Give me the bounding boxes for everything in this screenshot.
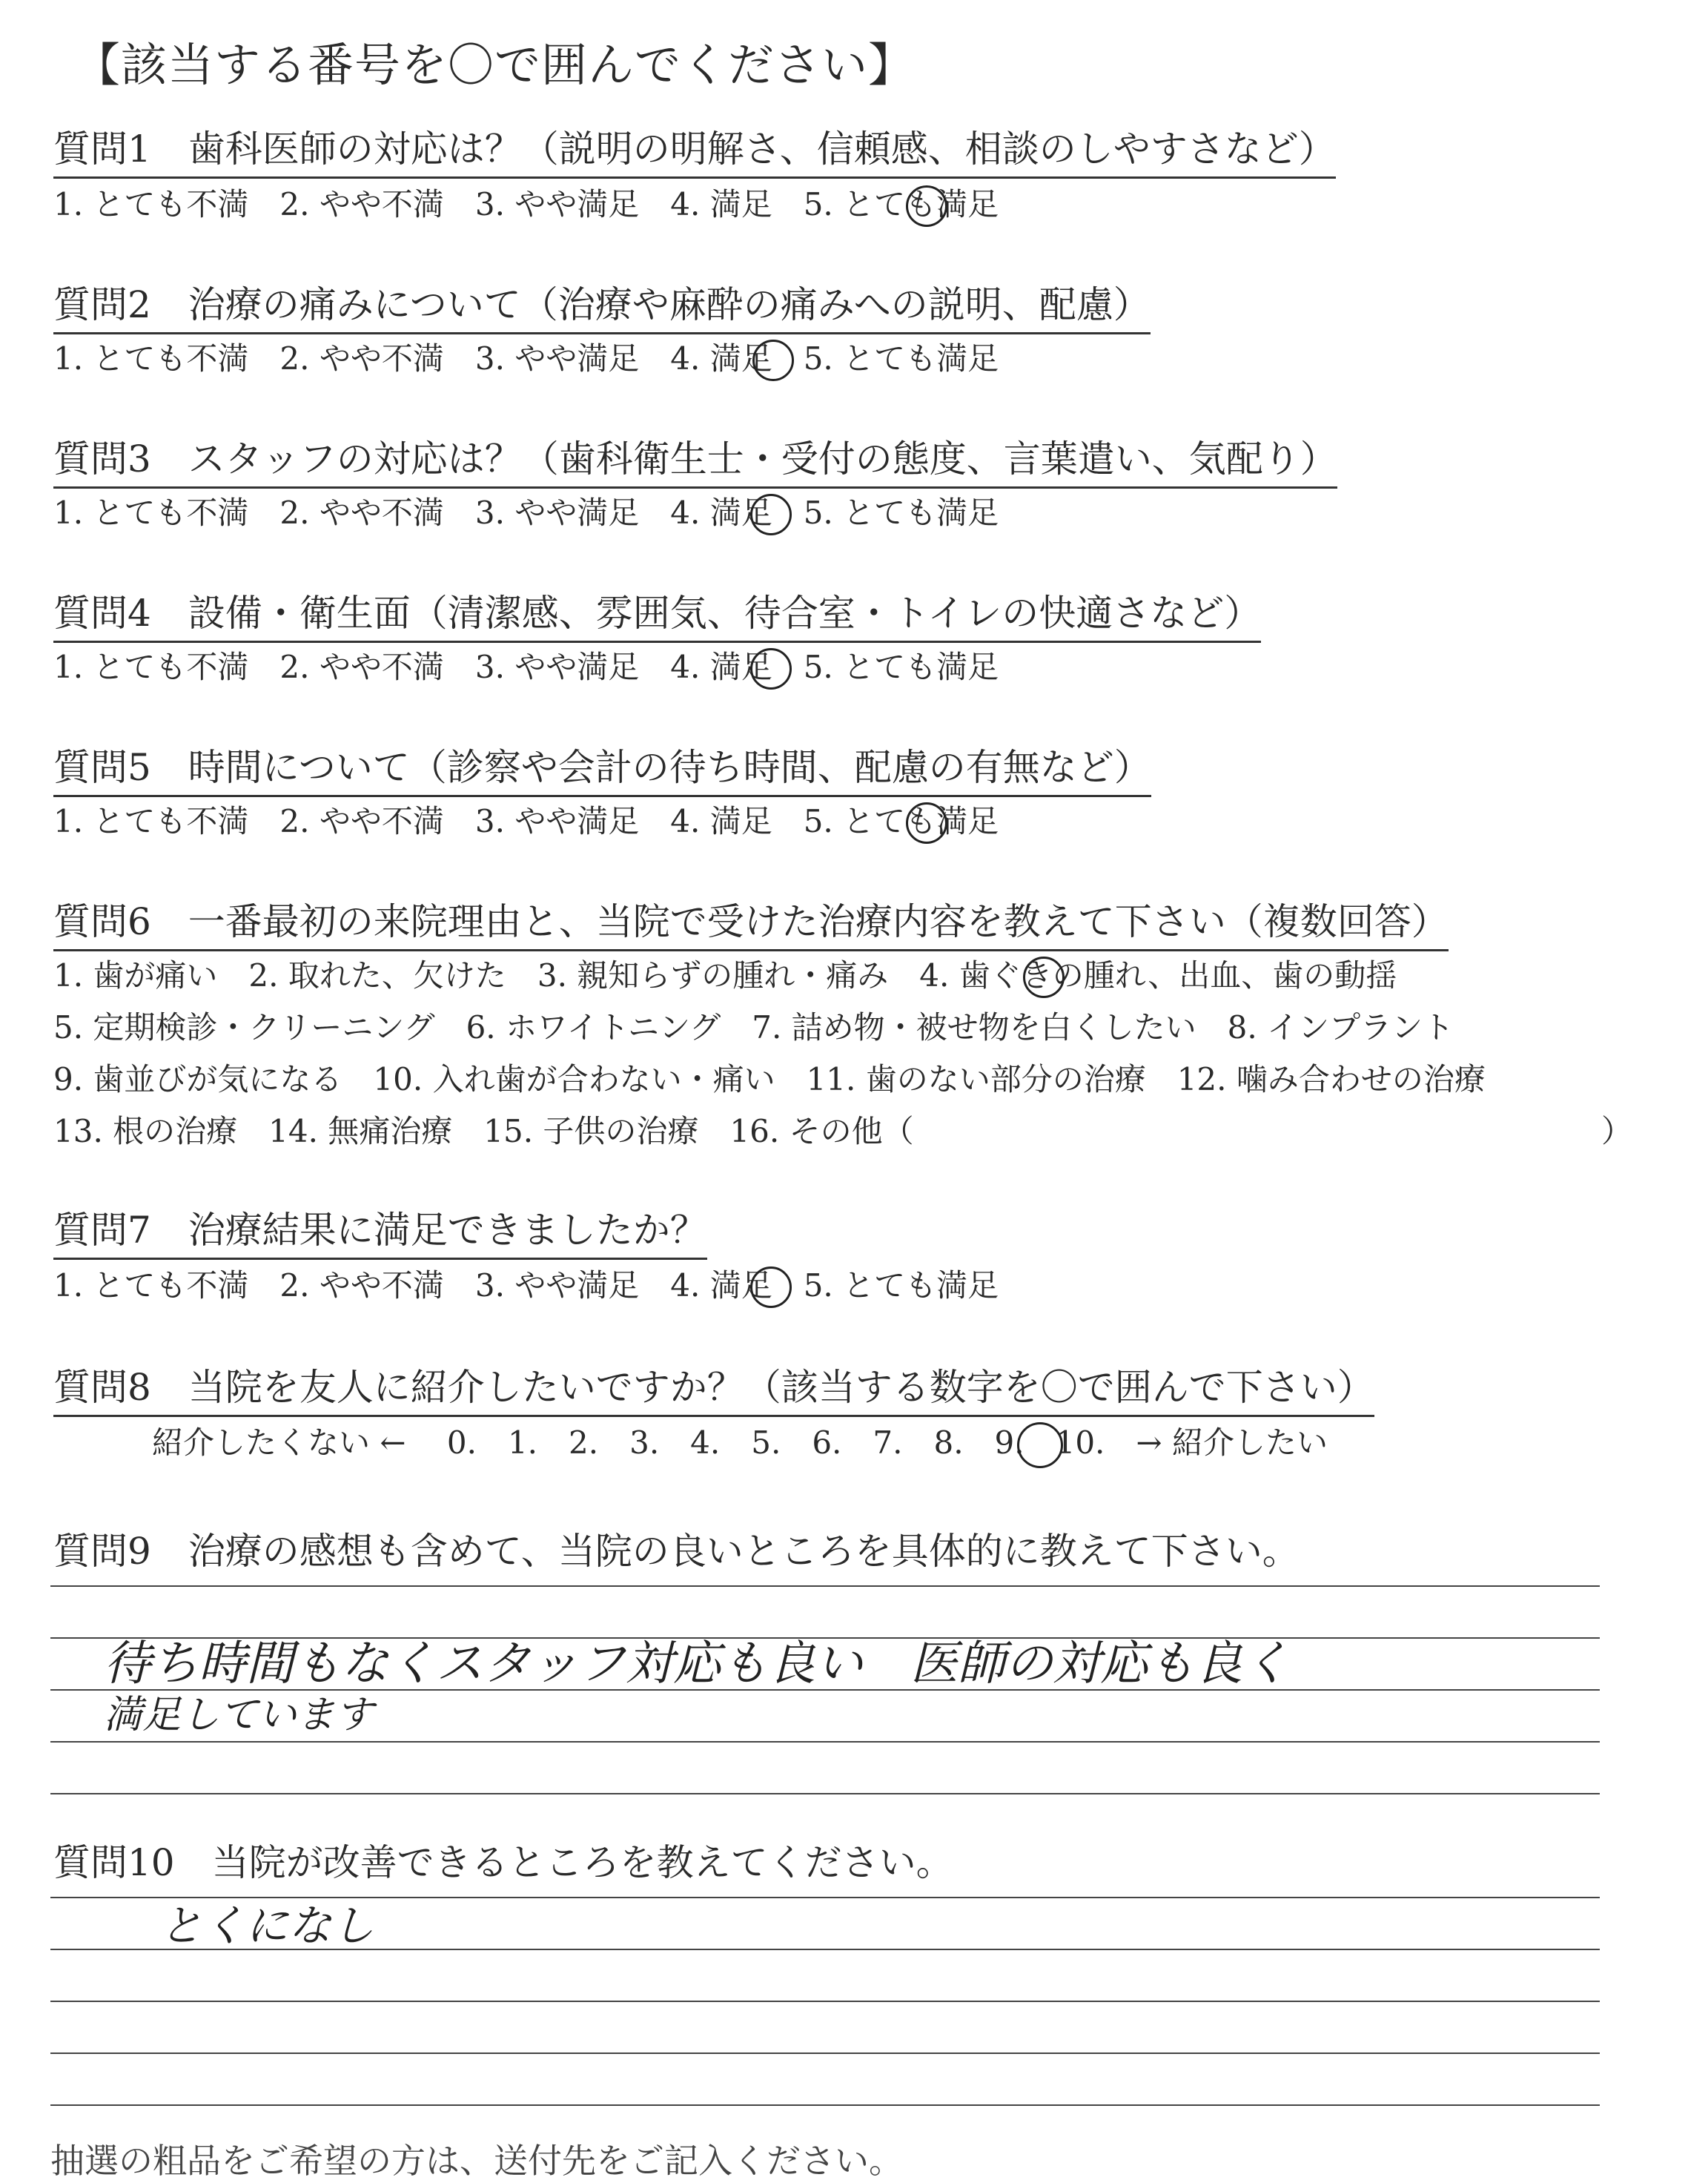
- question-6-row-1: 1. 歯が痛い 2. 取れた、欠けた 3. 親知らずの腫れ・痛み 4. 歯ぐきの腫れ、出血、歯の動揺: [53, 957, 1397, 994]
- question-6-row-4: 13. 根の治療 14. 無痛治療 15. 子供の治療 16. その他（: [53, 1113, 914, 1149]
- answer-circle-q8: [1017, 1422, 1063, 1468]
- question-2-label: 質問2 治療の痛みについて（治療や麻酔の痛みへの説明、配慮）: [53, 282, 1151, 334]
- question-3-options: 1. とても不満 2. やや不満 3. やや満足 4. 満足 5. とても満足: [53, 495, 999, 531]
- question-10-label: 質問10 当院が改善できるところを教えてください。: [53, 1841, 953, 1884]
- answer-circle-q6: [1023, 957, 1065, 998]
- question-1-label: 質問1 歯科医師の対応は？（説明の明解さ、信頼感、相談のしやすさなど）: [53, 126, 1336, 179]
- answer-circle-q4: [750, 648, 792, 690]
- question-9-label: 質問9 治療の感想も含めて、当院の良いところを具体的に教えて下さい。: [53, 1530, 1300, 1573]
- question-6-row-4-close: ）: [1601, 1113, 1633, 1149]
- answer-line: [50, 1585, 1600, 1587]
- question-4-options: 1. とても不満 2. やや不満 3. やや満足 4. 満足 5. とても満足: [53, 649, 999, 685]
- page-title: 【該当する番号を〇で囲んでください】: [74, 38, 916, 92]
- question-7-options: 1. とても不満 2. やや不満 3. やや満足 4. 満足 5. とても満足: [53, 1267, 999, 1304]
- question-6-row-3: 9. 歯並びが気になる 10. 入れ歯が合わない・痛い 11. 歯のない部分の治療 12. 噛み合わせの治療: [53, 1061, 1486, 1097]
- answer-circle-q2: [752, 340, 794, 381]
- footer-note: 抽選の粗品をご希望の方は、送付先をご記入ください。: [50, 2141, 903, 2181]
- answer-line: [50, 2052, 1600, 2054]
- question-5-options: 1. とても不満 2. やや不満 3. やや満足 4. 満足 5. とても満足: [53, 803, 999, 839]
- question-3-label: 質問3 スタッフの対応は？（歯科衛生士・受付の態度、言葉遣い、気配り）: [53, 436, 1337, 489]
- answer-circle-q7: [750, 1266, 792, 1308]
- answer-circle-q1: [906, 185, 947, 227]
- question-6-label: 質問6 一番最初の来院理由と、当院で受けた治療内容を教えて下さい（複数回答）: [53, 899, 1449, 951]
- question-5-label: 質問5 時間について（診察や会計の待ち時間、配慮の有無など）: [53, 744, 1151, 797]
- question-9-answer-line-2: 満足しています: [104, 1693, 374, 1737]
- question-9-answer-line-1: 待ち時間もなくスタッフ対応も良い 医師の対応も良く: [104, 1637, 1290, 1691]
- question-2-options: 1. とても不満 2. やや不満 3. やや満足 4. 満足 5. とても満足: [53, 340, 999, 377]
- question-10-answer-line-1: とくになし: [159, 1900, 375, 1951]
- question-4-label: 質問4 設備・衛生面（清潔感、雰囲気、待合室・トイレの快適さなど）: [53, 590, 1261, 643]
- answer-line: [50, 1741, 1600, 1743]
- question-7-label: 質問7 治療結果に満足できましたか？: [53, 1207, 707, 1260]
- answer-line: [50, 2001, 1600, 2002]
- question-1-options: 1. とても不満 2. やや不満 3. やや満足 4. 満足 5. とても満足: [53, 186, 999, 222]
- answer-line: [50, 2104, 1600, 2106]
- answer-circle-q5: [906, 802, 947, 844]
- question-8-label: 質問8 当院を友人に紹介したいですか？（該当する数字を〇で囲んで下さい）: [53, 1364, 1374, 1417]
- question-6-row-2: 5. 定期検診・クリーニング 6. ホワイトニング 7. 詰め物・被せ物を白くしたい 8. インプラント: [53, 1009, 1454, 1046]
- answer-circle-q3: [750, 494, 792, 535]
- question-8-scale: 紹介したくない ← 0. 1. 2. 3. 4. 5. 6. 7. 8. 9. 10. → 紹介したい: [152, 1424, 1328, 1461]
- answer-line: [50, 1793, 1600, 1794]
